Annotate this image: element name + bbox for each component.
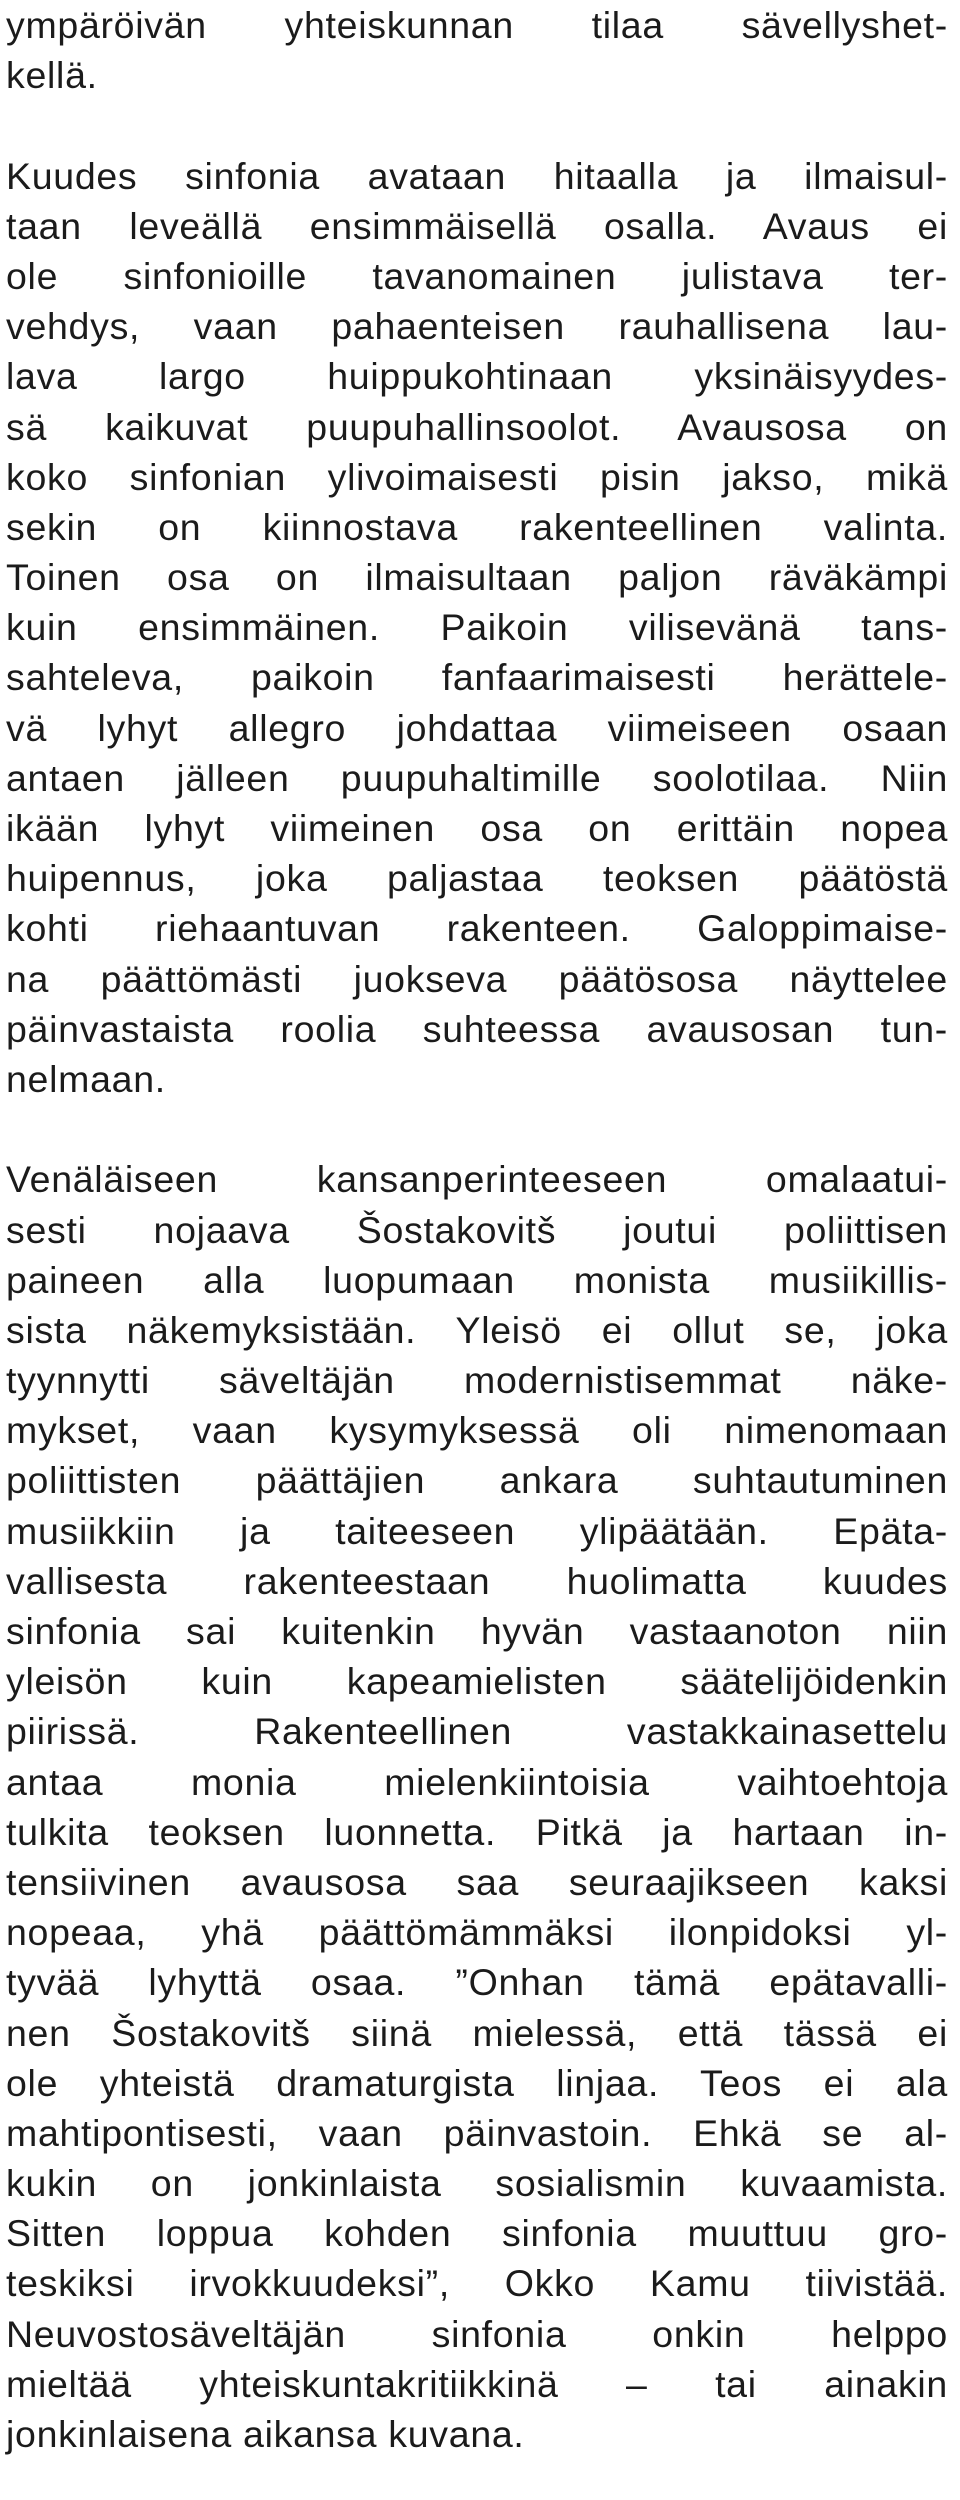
text-line: poliittisten päättäjien ankara suhtautuminen xyxy=(6,1459,948,1502)
paragraph-spacer xyxy=(6,100,948,150)
text-line: Sitten loppua kohden sinfonia muuttuu gro- xyxy=(6,2212,948,2255)
text-line: tensiivinen avausosa saa seuraajikseen kaksi xyxy=(6,1860,948,1903)
text-line: nen Šostakovitš siinä mielessä, että tässä ei xyxy=(6,2011,948,2054)
text-line: tulkita teoksen luonnetta. Pitkä ja hartaan in- xyxy=(6,1810,948,1853)
text-line: jonkinlaisena aikansa kuvana. xyxy=(6,2413,525,2455)
text-line: ympäröivän yhteiskunnan tilaa sävellyshet- xyxy=(6,4,948,46)
text-line: kohti riehaantuvan rakenteen. Galoppimaise- xyxy=(6,907,948,950)
text-line: yleisön kuin kapeamielisten säätelijöidenkin xyxy=(6,1660,948,1703)
text-line: Neuvostosäveltäjän sinfonia onkin helppo xyxy=(6,2312,948,2355)
text-line: nopeaa, yhä päättömämmäksi ilonpidoksi yl- xyxy=(6,1911,948,1954)
text-line: sesti nojaava Šostakovitš joutui poliittisen xyxy=(6,1208,948,1251)
text-line: mahtipontisesti, vaan päinvastoin. Ehkä se al- xyxy=(6,2111,948,2154)
text-line: tyvää lyhyttä osaa. ”Onhan tämä epätavalli- xyxy=(6,1961,948,2004)
text-line: piirissä. Rakenteellinen vastakkainasettelu xyxy=(6,1710,948,1753)
text-line: vallisesta rakenteestaan huolimatta kuudes xyxy=(6,1559,948,1602)
text-line: kuin ensimmäinen. Paikoin vilisevänä tans- xyxy=(6,606,948,649)
paragraph-spacer xyxy=(6,1104,948,1154)
text-line: huipennus, joka paljastaa teoksen päätöstä xyxy=(6,857,948,900)
text-line: kukin on jonkinlaista sosialismin kuvaamista. xyxy=(6,2162,948,2205)
text-line: vä lyhyt allegro johdattaa viimeiseen osaan xyxy=(6,706,948,749)
text-line: paineen alla luopumaan monista musiikillis- xyxy=(6,1258,948,1301)
text-line: taan leveällä ensimmäisellä osalla. Avaus ei xyxy=(6,204,948,247)
text-line: nelmaan. xyxy=(6,1057,166,1100)
paragraph-1 xyxy=(6,0,948,100)
text-line: na päättömästi juokseva päätösosa näyttelee xyxy=(6,957,948,1000)
text-line: ole sinfonioille tavanomainen julistava ter- xyxy=(6,254,948,297)
text-line: antaa monia mielenkiintoisia vaihtoehtoja xyxy=(6,1760,948,1803)
text-line: Toinen osa on ilmaisultaan paljon räväkämpi xyxy=(6,556,948,599)
text-line: ikään lyhyt viimeinen osa on erittäin nopea xyxy=(6,807,948,849)
text-line: antaen jälleen puupuhaltimille soolotilaa. Niin xyxy=(6,756,948,799)
text-line: tyynnytti säveltäjän modernistisemmat näke- xyxy=(6,1359,948,1402)
text-line: sekin on kiinnostava rakenteellinen valinta. xyxy=(6,505,948,548)
article-text xyxy=(6,0,948,2459)
text-line: sinfonia sai kuitenkin hyvän vastaanoton niin xyxy=(6,1610,948,1652)
paragraph-2 xyxy=(6,151,948,1105)
text-line: musiikkiin ja taiteeseen ylipäätään. Epäta- xyxy=(6,1509,948,1552)
text-line: Venäläiseen kansanperinteeseen omalaatui- xyxy=(6,1158,948,1201)
text-line: mieltää yhteiskuntakritiikkinä – tai ainakin xyxy=(6,2362,948,2405)
text-line: vehdys, vaan pahaenteisen rauhallisena lau- xyxy=(6,305,948,348)
text-line: mykset, vaan kysymyksessä oli nimenomaan xyxy=(6,1409,948,1452)
text-line: Kuudes sinfonia avataan hitaalla ja ilmaisul- xyxy=(6,154,948,197)
paragraph-3 xyxy=(6,1154,948,2459)
text-line: päinvastaista roolia suhteessa avausosan tun- xyxy=(6,1007,948,1050)
text-line: sista näkemyksistään. Yleisö ei ollut se, joka xyxy=(6,1308,948,1351)
text-line: koko sinfonian ylivoimaisesti pisin jakso, mikä xyxy=(6,455,948,498)
text-line: ole yhteistä dramaturgista linjaa. Teos ei ala xyxy=(6,2061,948,2104)
text-line: sä kaikuvat puupuhallinsoolot. Avausosa on xyxy=(6,405,948,448)
text-line: kellä. xyxy=(6,54,98,97)
text-line: sahteleva, paikoin fanfaarimaisesti herättele- xyxy=(6,656,948,699)
text-line: lava largo huippukohtinaan yksinäisyydes- xyxy=(6,355,948,398)
text-line: teskiksi irvokkuudeksi”, Okko Kamu tiivistää. xyxy=(6,2262,948,2305)
